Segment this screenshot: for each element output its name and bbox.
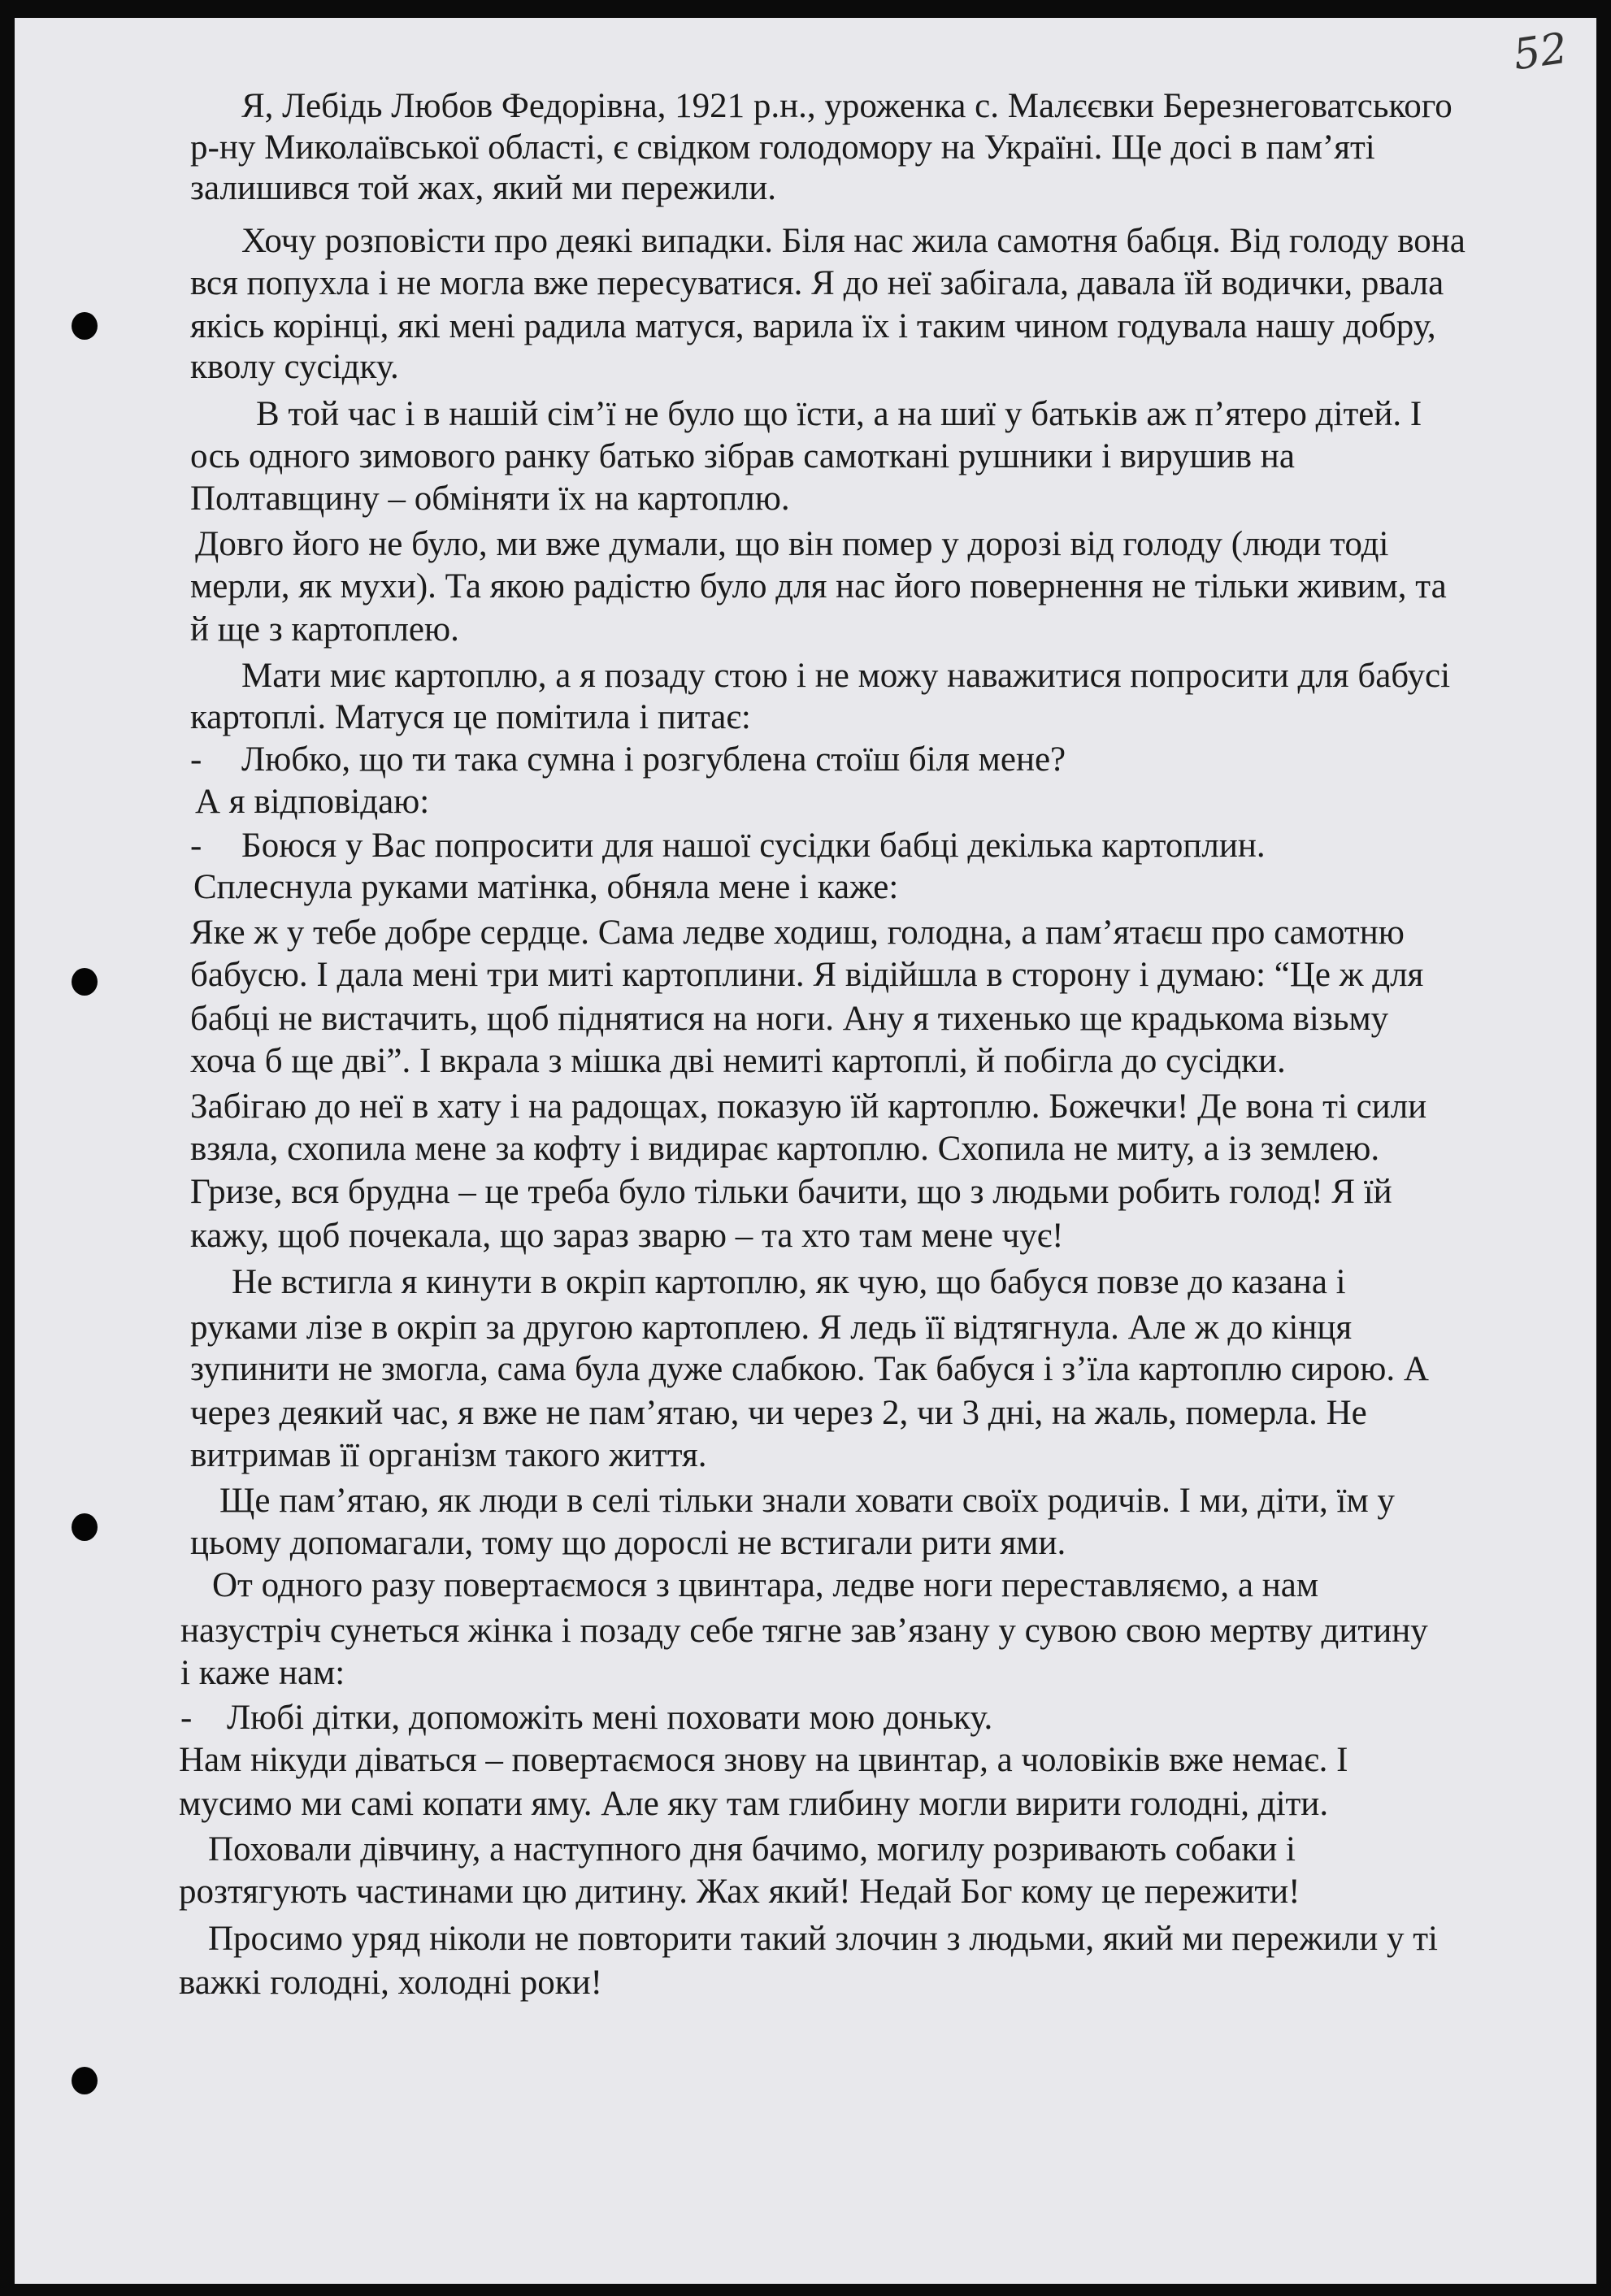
text-line: Нам нікуди діваться – повертаємося знову на цвинтар, а чоловіків вже немає. І [179,1741,1348,1779]
text-line: Хочу розповісти про деякі випадки. Біля нас жила самотня бабця. Від голоду вона [241,222,1466,260]
text-line: залишився той жах, який ми пережили. [190,169,777,207]
punch-hole [72,1513,98,1541]
punch-hole [72,2067,98,2094]
text-line: взяла, схопила мене за кофту і видирає картоплю. Схопила не миту, а із землею. [190,1130,1380,1168]
text-line: Любко, що ти така сумна і розгублена стоїш біля мене? [241,740,1066,779]
text-line: й ще з картоплею. [190,610,459,649]
dialogue-dash: - [180,1699,193,1737]
text-line: хоча б ще дві”. І вкрала з мішка дві немиті картоплі, й побігла до сусідки. [190,1042,1286,1080]
punch-hole [72,312,98,340]
dialogue-dash: - [190,827,202,865]
text-line: якісь корінці, які мені радила матуся, варила їх і таким чином годувала нашу добру, [190,307,1436,345]
text-line: розтягують частинами цю дитину. Жах який! Недай Бог кому це пережити! [179,1873,1301,1911]
text-line: Я, Лебідь Любов Федорівна, 1921 р.н., уроженка с. Малєєвки Березнеговатського [241,87,1453,125]
text-line: картоплі. Матуся це помітила і питає: [190,698,751,736]
handwritten-page-number: 52 [1510,24,1571,80]
text-line: Любі дітки, допоможіть мені поховати мою доньку. [227,1699,993,1737]
text-line: Мати миє картоплю, а я позаду стою і не можу наважитися попросити для бабусі [241,657,1451,695]
text-line: Гризе, вся брудна – це треба було тільки бачити, що з людьми робить голод! Я їй [190,1173,1392,1211]
text-line: вся попухла і не могла вже пересуватися. Я до неї забігала, давала їй водички, рвала [190,264,1444,302]
text-line: Поховали дівчину, а наступного дня бачимо, могилу розривають собаки і [208,1830,1296,1868]
text-line: зупинити не змогла, сама була дуже слабкою. Так бабуся і з’їла картоплю сирою. А [190,1350,1429,1388]
text-line: ось одного зимового ранку батько зібрав самоткані рушники і вирушив на [190,437,1295,475]
text-line: р-ну Миколаївської області, є свідком голодомору на Україні. Ще досі в пам’яті [190,128,1375,167]
punch-hole [72,968,98,996]
text-line: руками лізе в окріп за другою картоплею. Я ледь її відтягнула. Але ж до кінця [190,1309,1353,1347]
text-line: Сплеснула руками матінка, обняла мене і каже: [193,868,899,906]
text-line: бабці не вистачить, щоб піднятися на ноги. Ану я тихенько ще крадькома візьму [190,1000,1389,1038]
text-line: Ще пам’ятаю, як люди в селі тільки знали ховати своїх родичів. І ми, діти, їм у [219,1482,1395,1520]
text-line: мусимо ми самі копати яму. Але яку там глибину могли вирити голодні, діти. [179,1785,1329,1823]
text-line: кволу сусідку. [190,348,399,386]
text-line: витримав її організм такого життя. [190,1436,707,1474]
text-line: Полтавщину – обміняти їх на картоплю. [190,480,790,518]
text-line: кажу, щоб почекала, що зараз зварю – та хто там мене чує! [190,1217,1064,1255]
text-line: назустріч сунеться жінка і позаду себе тягне зав’язану у сувою свою мертву дитину [180,1612,1428,1650]
text-line: Забігаю до неї в хату і на радощах, показую їй картоплю. Божечки! Де вона ті сили [190,1087,1427,1126]
text-line: В той час і в нашій сім’ї не було що їсти, а на шиї у батьків аж п’ятеро дітей. І [256,395,1422,433]
text-line: Просимо уряд ніколи не повторити такий злочин з людьми, який ми пережили у ті [208,1920,1438,1958]
text-line: Не встигла я кинути в окріп картоплю, як чую, що бабуся повзе до казана і [232,1263,1346,1301]
text-line: цьому допомагали, тому що дорослі не встигали рити ями. [190,1524,1066,1562]
text-line: Довго його не було, ми вже думали, що він помер у дорозі від голоду (люди тоді [195,525,1389,563]
text-line: От одного разу повертаємося з цвинтара, ледве ноги переставляємо, а нам [212,1566,1319,1604]
text-line: Яке ж у тебе добре сердце. Сама ледве ходиш, голодна, а пам’ятаєш про самотню [190,914,1405,952]
text-line: А я відповідаю: [195,783,430,821]
text-line: важкі голодні, холодні роки! [179,1964,602,2002]
dialogue-dash: - [190,740,202,779]
text-line: бабусю. І дала мені три миті картоплини. Я відійшла в сторону і думаю: “Це ж для [190,956,1424,994]
text-line: і каже нам: [180,1654,345,1692]
text-line: Боюся у Вас попросити для нашої сусідки бабці декілька картоплин. [241,827,1266,865]
text-line: мерли, як мухи). Та якою радістю було для нас його повернення не тільки живим, та [190,567,1447,605]
text-line: через деякий час, я вже не пам’ятаю, чи через 2, чи 3 дні, на жаль, померла. Не [190,1394,1367,1432]
